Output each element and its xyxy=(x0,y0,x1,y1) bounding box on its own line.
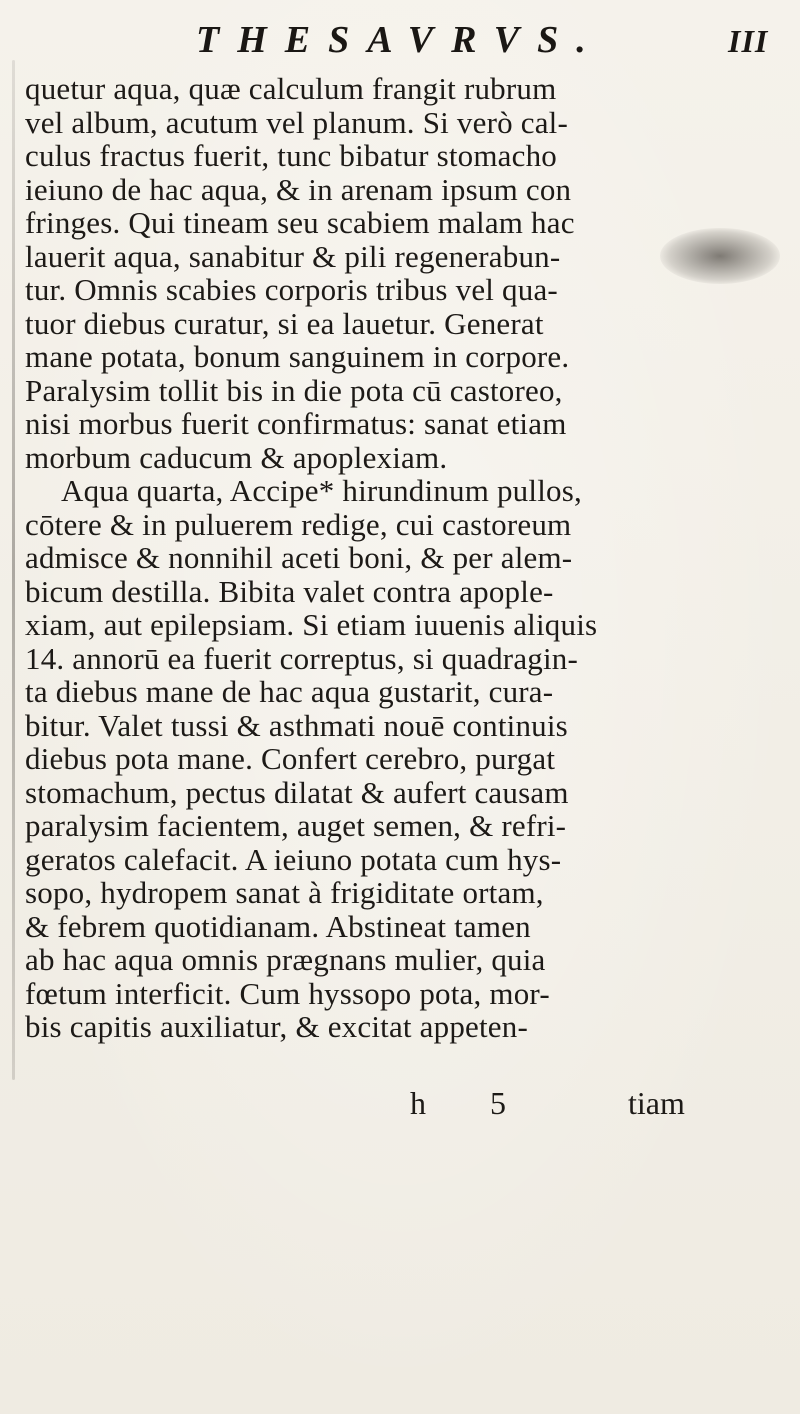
text-line-paragraph-start: Aqua quarta, Accipe* hirundinum pullos, xyxy=(61,473,582,508)
running-title: THESAVRVS. xyxy=(196,19,604,61)
text-line: bicum destilla. Bibita valet contra apople- xyxy=(25,573,554,609)
text-line: Paralysim tollit bis in die pota cū castoreo, xyxy=(25,372,563,408)
binding-gutter-edge xyxy=(12,60,15,1080)
text-line: nisi morbus fuerit confirmatus: sanat etiam xyxy=(25,406,567,441)
text-line: fœtum interficit. Cum hyssopo pota, mor- xyxy=(25,975,550,1011)
text-line: admisce & nonnihil aceti boni, & per alem- xyxy=(25,540,573,575)
signature-number: 5 xyxy=(490,1085,506,1121)
page-header xyxy=(0,10,800,62)
catchword: tiam xyxy=(628,1085,685,1121)
text-line: lauerit aqua, sanabitur & pili regenerabun- xyxy=(25,238,561,274)
text-line: geratos calefacit. A ieiuno potata cum hys- xyxy=(25,841,562,877)
text-line: fringes. Qui tineam seu scabiem malam hac xyxy=(25,205,575,240)
text-line: sopo, hydropem sanat à frigiditate ortam, xyxy=(25,875,544,910)
text-line: tur. Omnis scabies corporis tribus vel qua- xyxy=(25,272,558,307)
text-line: ta diebus mane de hac aqua gustarit, cura- xyxy=(25,674,554,709)
text-line: tuor diebus curatur, si ea lauetur. Generat xyxy=(25,305,544,341)
text-line: 14. annorū ea fuerit correptus, si quadragin- xyxy=(25,640,579,676)
text-line: & febrem quotidianam. Abstineat tamen xyxy=(25,908,531,944)
page-number: III xyxy=(728,23,769,59)
text-line: ab hac aqua omnis prægnans mulier, quia xyxy=(25,942,546,977)
text-line: cōtere & in puluerem redige, cui castoreum xyxy=(25,506,572,542)
text-line: xiam, aut epilepsiam. Si etiam iuuenis aliquis xyxy=(25,607,598,642)
text-line: morbum caducum & apoplexiam. xyxy=(25,439,448,475)
text-line: bitur. Valet tussi & asthmati nouē continuis xyxy=(25,707,568,743)
page-footer xyxy=(0,1085,800,1125)
text-line: quetur aqua, quæ calculum frangit rubrum xyxy=(25,71,557,106)
body-text xyxy=(25,72,795,1044)
text-line: ieiuno de hac aqua, & in arenam ipsum con xyxy=(25,171,572,207)
text-line: diebus pota mane. Confert cerebro, purgat xyxy=(25,741,556,776)
signature-mark: h xyxy=(410,1085,426,1121)
text-line: culus fractus fuerit, tunc bibatur stomacho xyxy=(25,138,557,173)
text-line: vel album, acutum vel planum. Si verò cal- xyxy=(25,104,568,140)
text-line: paralysim facientem, auget semen, & refri- xyxy=(25,808,567,843)
text-line: mane potata, bonum sanguinem in corpore. xyxy=(25,339,570,374)
text-line: stomachum, pectus dilatat & aufert causam xyxy=(25,774,569,810)
text-line: bis capitis auxiliatur, & excitat appeten- xyxy=(25,1009,528,1044)
